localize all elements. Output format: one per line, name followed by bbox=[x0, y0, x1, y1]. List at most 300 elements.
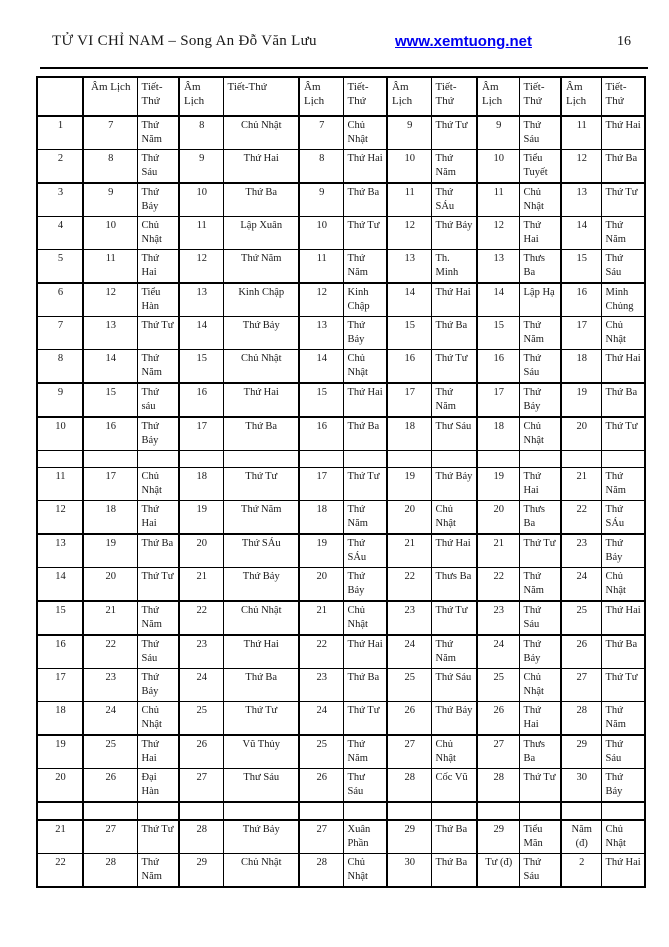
tiet-thu-cell: Thứ Ba bbox=[601, 150, 645, 184]
tiet-thu-cell: Thứ Tư bbox=[601, 417, 645, 451]
tiet-thu-cell: Chủ Nhật bbox=[223, 601, 299, 635]
tiet-thu-cell: Thứ Năm bbox=[343, 735, 387, 769]
am-lich-cell: 9 bbox=[387, 116, 431, 150]
tiet-thu-cell: Thứ Tư bbox=[223, 468, 299, 501]
table-body bbox=[37, 116, 645, 887]
tiet-thu-cell: Thứ Năm bbox=[431, 150, 477, 184]
tiet-thu-cell: Thứ Hai bbox=[137, 250, 179, 284]
am-lich-cell: 15 bbox=[179, 350, 223, 384]
tiet-thu-cell: Thứ Năm bbox=[519, 568, 561, 602]
am-lich-cell: 27 bbox=[387, 735, 431, 769]
am-lich-cell: 30 bbox=[387, 854, 431, 888]
tiet-thu-cell: Thứ Bảy bbox=[223, 317, 299, 350]
am-lich-cell: 27 bbox=[561, 669, 601, 702]
row-number-cell: 12 bbox=[37, 501, 83, 535]
tiet-thu-cell: Thứ Năm bbox=[601, 468, 645, 501]
tiet-thu-cell: Chủ Nhật bbox=[601, 568, 645, 602]
tiet-thu-cell: Thứ Ba bbox=[431, 854, 477, 888]
tiet-thu-cell: Thứ Tư bbox=[223, 702, 299, 736]
am-lich-cell: 13 bbox=[561, 183, 601, 217]
table-row bbox=[37, 854, 645, 888]
table-row bbox=[37, 350, 645, 384]
am-lich-cell: 28 bbox=[477, 769, 519, 803]
am-lich-cell: 12 bbox=[561, 150, 601, 184]
table-row bbox=[37, 150, 645, 184]
tiet-thu-cell bbox=[601, 802, 645, 820]
am-lich-cell: 27 bbox=[299, 820, 343, 854]
am-lich-cell: 22 bbox=[387, 568, 431, 602]
am-lich-cell: 24 bbox=[299, 702, 343, 736]
table-row bbox=[37, 635, 645, 669]
am-lich-cell: 27 bbox=[179, 769, 223, 803]
tiet-thu-cell: Thứ Hai bbox=[601, 116, 645, 150]
am-lich-header-cell: Âm Lịch bbox=[83, 77, 137, 116]
separator-row bbox=[37, 451, 645, 468]
am-lich-cell: 22 bbox=[83, 635, 137, 669]
row-number-cell: 6 bbox=[37, 283, 83, 317]
am-lich-cell: 21 bbox=[83, 601, 137, 635]
tiet-thu-cell bbox=[431, 802, 477, 820]
tiet-thu-cell: Thứ Hai bbox=[601, 601, 645, 635]
tiet-thu-cell: Th. Minh bbox=[431, 250, 477, 284]
row-number-cell: 13 bbox=[37, 534, 83, 568]
row-number-cell: 5 bbox=[37, 250, 83, 284]
tiet-thu-cell: Lập Xuân bbox=[223, 217, 299, 250]
tiet-thu-cell: Chủ Nhật bbox=[343, 116, 387, 150]
tiet-thu-cell: Thứ Hai bbox=[343, 383, 387, 417]
tiet-thu-cell: Tiểu Tuyết bbox=[519, 150, 561, 184]
tiet-thu-cell: Thứ Ba bbox=[223, 417, 299, 451]
am-lich-cell: 16 bbox=[299, 417, 343, 451]
am-lich-cell: 25 bbox=[299, 735, 343, 769]
row-number-cell: 14 bbox=[37, 568, 83, 602]
am-lich-cell: 26 bbox=[477, 702, 519, 736]
am-lich-cell: 23 bbox=[179, 635, 223, 669]
am-lich-cell: 18 bbox=[83, 501, 137, 535]
tiet-thu-cell: Thứ Tư bbox=[601, 669, 645, 702]
table-row bbox=[37, 116, 645, 150]
am-lich-cell: 22 bbox=[179, 601, 223, 635]
am-lich-cell bbox=[477, 451, 519, 468]
tiet-thu-cell: Thứ SÁu bbox=[601, 501, 645, 535]
am-lich-cell: 11 bbox=[387, 183, 431, 217]
am-lich-cell: 28 bbox=[83, 854, 137, 888]
row-number-cell: 22 bbox=[37, 854, 83, 888]
row-number-cell bbox=[37, 451, 83, 468]
tiet-thu-cell: Thứ Hai bbox=[431, 534, 477, 568]
tiet-thu-cell: Thứ Ba bbox=[601, 383, 645, 417]
am-lich-cell: 24 bbox=[179, 669, 223, 702]
am-lich-cell: 21 bbox=[387, 534, 431, 568]
tiet-thu-cell bbox=[431, 451, 477, 468]
tiet-thu-cell: Thứ Sáu bbox=[519, 350, 561, 384]
tiet-thu-cell: Thứ Hai bbox=[343, 150, 387, 184]
am-lich-cell: 21 bbox=[477, 534, 519, 568]
am-lich-cell: 9 bbox=[83, 183, 137, 217]
table-row bbox=[37, 820, 645, 854]
tiet-thu-cell bbox=[137, 451, 179, 468]
am-lich-cell: 25 bbox=[387, 669, 431, 702]
am-lich-cell bbox=[299, 451, 343, 468]
tiet-thu-cell: Thứ Năm bbox=[137, 350, 179, 384]
table-row bbox=[37, 383, 645, 417]
am-lich-cell: 10 bbox=[387, 150, 431, 184]
tiet-thu-cell: Chủ Nhật bbox=[519, 417, 561, 451]
am-lich-cell: 8 bbox=[179, 116, 223, 150]
tiet-thu-cell: Thứ Hai bbox=[431, 283, 477, 317]
table-row bbox=[37, 735, 645, 769]
tiet-thu-cell: Chủ Nhật bbox=[223, 116, 299, 150]
am-lich-cell bbox=[83, 802, 137, 820]
tiet-thu-cell: Chủ Nhật bbox=[519, 183, 561, 217]
tiet-thu-cell: Thứ Hai bbox=[137, 735, 179, 769]
am-lich-header-cell: Âm Lịch bbox=[561, 77, 601, 116]
tiet-thu-cell: Thứ Bảy bbox=[137, 417, 179, 451]
tiet-thu-cell: Thứ Bảy bbox=[343, 568, 387, 602]
table-row bbox=[37, 417, 645, 451]
tiet-thu-cell: Cốc Vũ bbox=[431, 769, 477, 803]
tiet-thu-cell bbox=[519, 802, 561, 820]
tiet-thu-cell: Chủ Nhật bbox=[223, 854, 299, 888]
am-lich-cell: 30 bbox=[561, 769, 601, 803]
am-lich-cell: 20 bbox=[83, 568, 137, 602]
am-lich-cell: 24 bbox=[387, 635, 431, 669]
am-lich-cell: 14 bbox=[299, 350, 343, 384]
am-lich-cell: 25 bbox=[561, 601, 601, 635]
am-lich-cell bbox=[179, 802, 223, 820]
tiet-thu-cell: Vũ Thủy bbox=[223, 735, 299, 769]
tiet-thu-cell: Thứ Tư bbox=[601, 183, 645, 217]
am-lich-cell: 11 bbox=[561, 116, 601, 150]
tiet-thu-cell: Thứ Tư bbox=[343, 702, 387, 736]
tiet-thu-cell: Thứ Bảy bbox=[137, 183, 179, 217]
tiet-thu-cell: Chủ Nhật bbox=[343, 854, 387, 888]
am-lich-cell: 19 bbox=[299, 534, 343, 568]
tiet-thu-cell: Thứ Năm bbox=[601, 702, 645, 736]
tiet-thu-cell: Thứ Năm bbox=[137, 601, 179, 635]
am-lich-cell: 10 bbox=[179, 183, 223, 217]
row-number-cell: 8 bbox=[37, 350, 83, 384]
tiet-thu-cell: Thứ Bảy bbox=[519, 635, 561, 669]
am-lich-cell bbox=[387, 802, 431, 820]
am-lich-cell: 27 bbox=[83, 820, 137, 854]
am-lich-cell: 15 bbox=[83, 383, 137, 417]
am-lich-cell: 8 bbox=[299, 150, 343, 184]
am-lich-cell: 22 bbox=[561, 501, 601, 535]
tiet-thu-header-cell: Tiết-Thứ bbox=[431, 77, 477, 116]
table-row bbox=[37, 317, 645, 350]
tiet-thu-cell: Thứ sáu bbox=[137, 383, 179, 417]
am-lich-cell: 15 bbox=[477, 317, 519, 350]
tiet-thu-cell: Đại Hàn bbox=[137, 769, 179, 803]
am-lich-cell: 20 bbox=[387, 501, 431, 535]
tiet-thu-cell: Kinh Chập bbox=[343, 283, 387, 317]
am-lich-cell: 29 bbox=[561, 735, 601, 769]
tiet-thu-cell: Lập Hạ bbox=[519, 283, 561, 317]
row-number-cell: 17 bbox=[37, 669, 83, 702]
tiet-thu-cell: Thứ Hai bbox=[519, 468, 561, 501]
tiet-thu-cell: Thứ Sáu bbox=[601, 250, 645, 284]
tiet-thu-cell: Thứ Ba bbox=[601, 635, 645, 669]
tiet-thu-cell: Thứ Bảy bbox=[137, 669, 179, 702]
am-lich-cell: 29 bbox=[387, 820, 431, 854]
table-row bbox=[37, 217, 645, 250]
am-lich-cell bbox=[299, 802, 343, 820]
am-lich-cell: 20 bbox=[299, 568, 343, 602]
am-lich-cell: 19 bbox=[561, 383, 601, 417]
row-number-cell: 20 bbox=[37, 769, 83, 803]
am-lich-cell: 13 bbox=[299, 317, 343, 350]
row-number-cell: 18 bbox=[37, 702, 83, 736]
tiet-thu-cell: Thứ Tư bbox=[431, 350, 477, 384]
am-lich-cell: 28 bbox=[179, 820, 223, 854]
am-lich-cell: 18 bbox=[561, 350, 601, 384]
am-lich-cell: 16 bbox=[179, 383, 223, 417]
am-lich-header-cell: Âm Lịch bbox=[477, 77, 519, 116]
tiet-thu-cell: Minh Chủng bbox=[601, 283, 645, 317]
tiet-thu-cell: Xuân Phần bbox=[343, 820, 387, 854]
am-lich-cell: 9 bbox=[299, 183, 343, 217]
tiet-thu-cell: Thứ Năm bbox=[343, 501, 387, 535]
tiet-thu-cell: Thứ Bảy bbox=[601, 769, 645, 803]
am-lich-header-cell: Âm Lịch bbox=[179, 77, 223, 116]
tiet-thu-cell: Thứ SÁu bbox=[431, 183, 477, 217]
tiet-thu-cell: Thứ Năm bbox=[519, 317, 561, 350]
am-lich-cell: 11 bbox=[477, 183, 519, 217]
row-number-cell: 7 bbox=[37, 317, 83, 350]
row-number-cell: 15 bbox=[37, 601, 83, 635]
am-lich-cell: 10 bbox=[299, 217, 343, 250]
am-lich-header-cell: Âm Lịch bbox=[387, 77, 431, 116]
tiet-thu-cell: Chủ Nhật bbox=[137, 702, 179, 736]
am-lich-cell: 22 bbox=[477, 568, 519, 602]
am-lich-cell: 16 bbox=[477, 350, 519, 384]
tiet-thu-cell: Thư Sáu bbox=[431, 417, 477, 451]
row-number-cell: 9 bbox=[37, 383, 83, 417]
separator-row bbox=[37, 802, 645, 820]
am-lich-cell bbox=[83, 451, 137, 468]
am-lich-cell: 13 bbox=[83, 317, 137, 350]
table-row bbox=[37, 669, 645, 702]
am-lich-cell: 8 bbox=[83, 150, 137, 184]
tiet-thu-header-cell: Tiết-Thứ bbox=[223, 77, 299, 116]
tiet-thu-cell: Thứ Bảy bbox=[601, 534, 645, 568]
table-header bbox=[37, 77, 645, 116]
tiet-thu-cell: Thứ Hai bbox=[137, 501, 179, 535]
tiet-thu-cell: Thứ Năm bbox=[431, 383, 477, 417]
tiet-thu-cell: Thứ Năm bbox=[223, 501, 299, 535]
tiet-thu-cell: Thứ Hai bbox=[343, 635, 387, 669]
row-number-cell: 1 bbox=[37, 116, 83, 150]
tiet-thu-cell: Thưs Ba bbox=[519, 250, 561, 284]
am-lich-cell: 23 bbox=[561, 534, 601, 568]
am-lich-cell: 28 bbox=[387, 769, 431, 803]
am-lich-cell: 14 bbox=[83, 350, 137, 384]
am-lich-cell: 25 bbox=[179, 702, 223, 736]
tiet-thu-cell: Thứ Hai bbox=[223, 635, 299, 669]
am-lich-cell bbox=[561, 451, 601, 468]
am-lich-cell: 19 bbox=[83, 534, 137, 568]
am-lich-cell: 15 bbox=[387, 317, 431, 350]
tiet-thu-cell: Thứ Tư bbox=[137, 568, 179, 602]
am-lich-cell: 19 bbox=[477, 468, 519, 501]
am-lich-cell: 2 bbox=[561, 854, 601, 888]
am-lich-cell: 18 bbox=[179, 468, 223, 501]
tiet-thu-cell: Thứ Tư bbox=[519, 769, 561, 803]
tiet-thu-cell: Thứ Sáu bbox=[519, 116, 561, 150]
am-lich-cell: 17 bbox=[179, 417, 223, 451]
tiet-thu-cell: Thư Sáu bbox=[343, 769, 387, 803]
tiet-thu-cell: Thứ Hai bbox=[601, 854, 645, 888]
am-lich-cell: 17 bbox=[387, 383, 431, 417]
header-row bbox=[37, 77, 645, 116]
am-lich-cell: 11 bbox=[83, 250, 137, 284]
am-lich-cell: 16 bbox=[387, 350, 431, 384]
am-lich-cell: 21 bbox=[299, 601, 343, 635]
am-lich-cell: 23 bbox=[387, 601, 431, 635]
table-row bbox=[37, 769, 645, 803]
am-lich-cell: 29 bbox=[179, 854, 223, 888]
am-lich-cell: 19 bbox=[387, 468, 431, 501]
table-row bbox=[37, 534, 645, 568]
tiet-thu-cell: Thứ Tư bbox=[137, 317, 179, 350]
row-number-cell: 10 bbox=[37, 417, 83, 451]
tiet-thu-cell bbox=[343, 451, 387, 468]
tiet-thu-cell: Thứ Ba bbox=[343, 669, 387, 702]
tiet-thu-cell: Thứ Tư bbox=[519, 534, 561, 568]
am-lich-cell: 27 bbox=[477, 735, 519, 769]
table-row bbox=[37, 468, 645, 501]
tiet-thu-cell: Thứ Sáu bbox=[137, 150, 179, 184]
am-lich-cell: 28 bbox=[561, 702, 601, 736]
tiet-thu-cell: Thứ Sáu bbox=[137, 635, 179, 669]
tiet-thu-cell: Thứ Sáu bbox=[601, 735, 645, 769]
tiet-thu-cell: Thứ Tư bbox=[431, 601, 477, 635]
am-lich-cell: 21 bbox=[179, 568, 223, 602]
am-lich-cell: 24 bbox=[561, 568, 601, 602]
tiet-thu-cell: Chủ Nhật bbox=[601, 820, 645, 854]
am-lich-cell: 25 bbox=[477, 669, 519, 702]
am-lich-cell: 17 bbox=[561, 317, 601, 350]
row-number-cell: 21 bbox=[37, 820, 83, 854]
tiet-thu-cell: Thứ Hai bbox=[519, 702, 561, 736]
table-row bbox=[37, 702, 645, 736]
tiet-thu-cell: Thứ Ba bbox=[137, 534, 179, 568]
am-lich-header-cell: Âm Lịch bbox=[299, 77, 343, 116]
am-lich-cell: 20 bbox=[477, 501, 519, 535]
tiet-thu-header-cell: Tiết-Thứ bbox=[137, 77, 179, 116]
am-lich-cell: 13 bbox=[477, 250, 519, 284]
am-lich-cell: 10 bbox=[477, 150, 519, 184]
tiet-thu-cell bbox=[137, 802, 179, 820]
am-lich-cell: 11 bbox=[299, 250, 343, 284]
tiet-thu-cell: Thứ Bảy bbox=[431, 217, 477, 250]
tiet-thu-cell: Chủ Nhật bbox=[223, 350, 299, 384]
tiet-thu-cell: Thứ Năm bbox=[223, 250, 299, 284]
table-row bbox=[37, 568, 645, 602]
am-lich-cell: 24 bbox=[477, 635, 519, 669]
tiet-thu-cell: Chủ Nhật bbox=[431, 501, 477, 535]
row-number-cell: 16 bbox=[37, 635, 83, 669]
am-lich-cell: 15 bbox=[561, 250, 601, 284]
tiet-thu-cell: Tiểu Hàn bbox=[137, 283, 179, 317]
am-lich-cell: 13 bbox=[387, 250, 431, 284]
am-lich-cell: 26 bbox=[179, 735, 223, 769]
tiet-thu-cell: Tiểu Mãn bbox=[519, 820, 561, 854]
table-row bbox=[37, 601, 645, 635]
tiet-thu-cell bbox=[601, 451, 645, 468]
am-lich-cell bbox=[387, 451, 431, 468]
row-number-cell: 4 bbox=[37, 217, 83, 250]
lunar-calendar-table bbox=[36, 76, 646, 888]
tiet-thu-cell: Thứ Hai bbox=[223, 150, 299, 184]
am-lich-cell bbox=[477, 802, 519, 820]
tiet-thu-cell: Thứ Tư bbox=[343, 468, 387, 501]
tiet-thu-cell: Thứ Bảy bbox=[431, 468, 477, 501]
corner-header-cell bbox=[37, 77, 83, 116]
am-lich-cell: 12 bbox=[179, 250, 223, 284]
am-lich-cell bbox=[561, 802, 601, 820]
am-lich-cell: 14 bbox=[179, 317, 223, 350]
tiet-thu-cell bbox=[519, 451, 561, 468]
tiet-thu-cell: Thứ Tư bbox=[431, 116, 477, 150]
tiet-thu-cell: Thứ SÁu bbox=[343, 534, 387, 568]
tiet-thu-header-cell: Tiết-Thứ bbox=[601, 77, 645, 116]
am-lich-cell: 28 bbox=[299, 854, 343, 888]
tiet-thu-cell: Thứ Hai bbox=[223, 383, 299, 417]
am-lich-cell: 20 bbox=[179, 534, 223, 568]
am-lich-cell: 23 bbox=[299, 669, 343, 702]
tiet-thu-cell: Thứ Ba bbox=[343, 183, 387, 217]
am-lich-cell: 13 bbox=[179, 283, 223, 317]
website-link[interactable]: www.xemtuong.net bbox=[395, 33, 532, 50]
tiet-thu-cell: Thứ Tư bbox=[343, 217, 387, 250]
table-row bbox=[37, 183, 645, 217]
am-lich-cell: 12 bbox=[477, 217, 519, 250]
am-lich-cell: 18 bbox=[477, 417, 519, 451]
am-lich-cell: 14 bbox=[387, 283, 431, 317]
am-lich-cell: 17 bbox=[83, 468, 137, 501]
am-lich-cell: 23 bbox=[83, 669, 137, 702]
am-lich-cell: 26 bbox=[561, 635, 601, 669]
tiet-thu-cell: Thứ Sáu bbox=[519, 601, 561, 635]
am-lich-cell: 24 bbox=[83, 702, 137, 736]
am-lich-cell: 7 bbox=[299, 116, 343, 150]
tiet-thu-cell: Thứ Bảy bbox=[223, 568, 299, 602]
tiet-thu-cell: Chủ Nhật bbox=[343, 601, 387, 635]
tiet-thu-cell: Chủ Nhật bbox=[519, 669, 561, 702]
am-lich-cell: 18 bbox=[299, 501, 343, 535]
table-row bbox=[37, 250, 645, 284]
tiet-thu-cell: Thứ Bảy bbox=[223, 820, 299, 854]
am-lich-cell: 18 bbox=[387, 417, 431, 451]
am-lich-cell: Tư (đ) bbox=[477, 854, 519, 888]
tiet-thu-cell: Chủ Nhật bbox=[137, 217, 179, 250]
am-lich-cell: 16 bbox=[561, 283, 601, 317]
am-lich-cell: 17 bbox=[477, 383, 519, 417]
tiet-thu-cell: Thứ Hai bbox=[601, 350, 645, 384]
am-lich-cell: 19 bbox=[179, 501, 223, 535]
row-number-cell bbox=[37, 802, 83, 820]
tiet-thu-cell: Thưs Ba bbox=[519, 501, 561, 535]
am-lich-cell: 26 bbox=[83, 769, 137, 803]
am-lich-cell: 9 bbox=[477, 116, 519, 150]
am-lich-cell: 26 bbox=[387, 702, 431, 736]
tiet-thu-header-cell: Tiết-Thứ bbox=[519, 77, 561, 116]
am-lich-cell: 7 bbox=[83, 116, 137, 150]
table-row bbox=[37, 501, 645, 535]
am-lich-cell: 26 bbox=[299, 769, 343, 803]
